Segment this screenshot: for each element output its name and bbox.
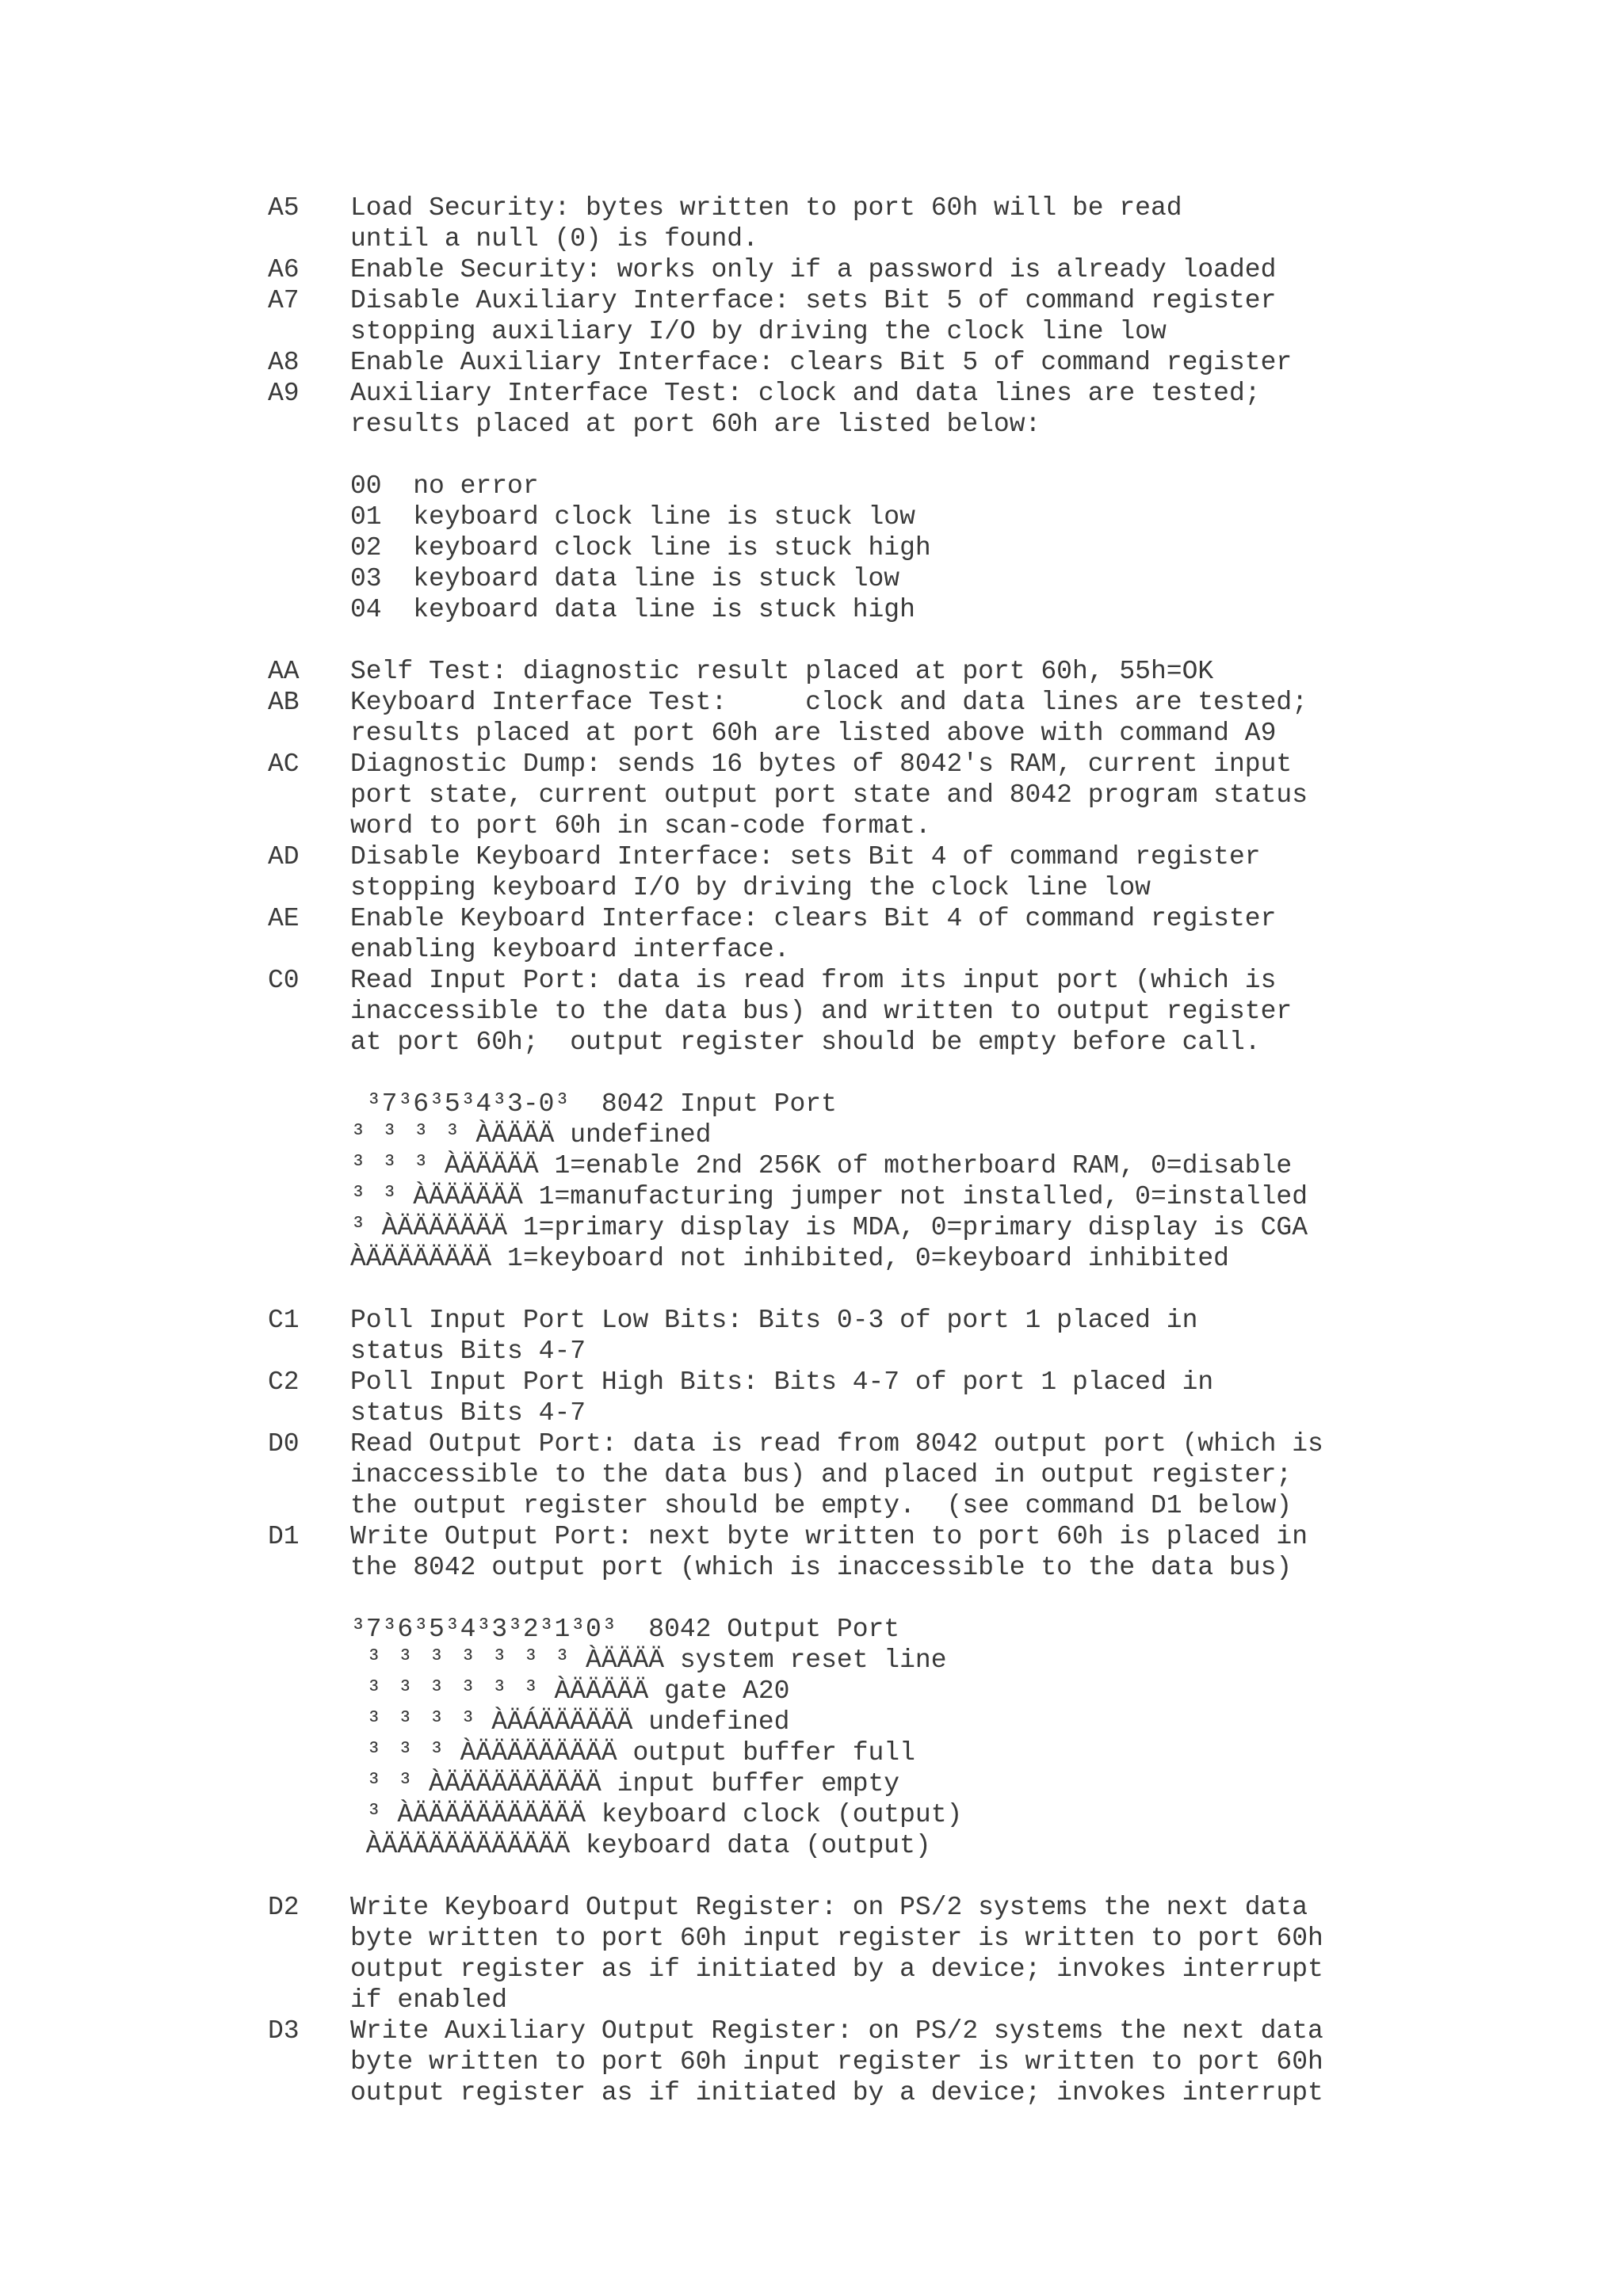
text-line <box>268 996 1323 1027</box>
line-text: if enabled <box>350 1985 508 2015</box>
command-code: AC <box>268 749 300 779</box>
text-line <box>268 934 1323 965</box>
text-line <box>268 1707 1323 1737</box>
line-text: Disable Auxiliary Interface: sets Bit 5 of command register <box>350 286 1277 315</box>
line-text: 02 keyboard clock line is stuck high <box>350 533 931 563</box>
command-code: A9 <box>268 379 300 408</box>
line-text: ³ ³ ³ ³ ÀÄÁÄÄÄÄÄÄ undefined <box>350 1707 790 1737</box>
line-text: status Bits 4-7 <box>350 1398 586 1428</box>
line-text: byte written to port 60h input register is written to port 60h <box>350 1924 1323 1953</box>
text-line <box>268 1737 1323 1768</box>
line-text: Diagnostic Dump: sends 16 bytes of 8042's RAM, current input <box>350 749 1293 779</box>
text-line <box>268 285 1323 316</box>
line-text: Enable Security: works only if a password is already loaded <box>350 255 1277 284</box>
text-line <box>268 687 1323 718</box>
line-text: Disable Keyboard Interface: sets Bit 4 of command register <box>350 842 1261 871</box>
line-text: ³7³6³5³4³3-0³ 8042 Input Port <box>350 1089 837 1119</box>
line-text: ³ ³ ³ ³ ³ ³ ³ ÀÄÄÄÄ system reset line <box>350 1646 947 1675</box>
line-text: inaccessible to the data bus) and placed in output register; <box>350 1460 1293 1489</box>
line-text: inaccessible to the data bus) and written to output register <box>350 997 1293 1026</box>
line-text: output register as if initiated by a device; invokes interrupt <box>350 2078 1323 2107</box>
text-line <box>268 1459 1323 1490</box>
text-line <box>268 1490 1323 1521</box>
line-text: at port 60h; output register should be empty before call. <box>350 1028 1261 1057</box>
line-text: results placed at port 60h are listed above with command A9 <box>350 719 1277 748</box>
line-text: Enable Auxiliary Interface: clears Bit 5 of command register <box>350 348 1293 377</box>
line-text: ³ ³ ³ ÀÄÄÄÄÄ 1=enable 2nd 256K of motherboard RAM, 0=disable <box>350 1151 1293 1180</box>
line-text: port state, current output port state and 8042 program status <box>350 780 1308 810</box>
command-code: AB <box>268 688 300 717</box>
command-code: D3 <box>268 2016 300 2046</box>
text-line <box>268 1645 1323 1676</box>
line-text: ÀÄÄÄÄÄÄÄÄ 1=keyboard not inhibited, 0=keyboard inhibited <box>350 1244 1229 1273</box>
line-text: ÀÄÄÄÄÄÄÄÄÄÄÄÄ keyboard data (output) <box>350 1831 931 1860</box>
line-text: Read Output Port: data is read from 8042 output port (which is <box>350 1429 1323 1459</box>
line-text: results placed at port 60h are listed below: <box>350 410 1041 439</box>
text-line <box>268 502 1323 532</box>
command-code: A5 <box>268 193 300 223</box>
line-text: Self Test: diagnostic result placed at port 60h, 55h=OK <box>350 657 1214 686</box>
line-text: stopping keyboard I/O by driving the clock line low <box>350 873 1151 902</box>
command-code: C2 <box>268 1367 300 1397</box>
line-text: ³ ÀÄÄÄÄÄÄÄ 1=primary display is MDA, 0=primary display is CGA <box>350 1213 1308 1242</box>
line-text: ³7³6³5³4³3³2³1³0³ 8042 Output Port <box>350 1615 900 1644</box>
command-code: AE <box>268 904 300 933</box>
text-line <box>268 1768 1323 1799</box>
text-line <box>268 1799 1323 1830</box>
document-body <box>268 193 1323 2108</box>
line-text: ³ ÀÄÄÄÄÄÄÄÄÄÄÄ keyboard clock (output) <box>350 1800 963 1829</box>
text-line <box>268 1521 1323 1552</box>
text-line <box>268 440 1323 471</box>
text-line <box>268 1398 1323 1428</box>
text-line <box>268 1181 1323 1212</box>
text-line <box>268 563 1323 594</box>
text-line <box>268 347 1323 378</box>
text-line <box>268 1428 1323 1459</box>
text-line <box>268 2046 1323 2077</box>
text-line <box>268 965 1323 996</box>
text-line <box>268 594 1323 625</box>
text-line <box>268 1305 1323 1336</box>
line-text: enabling keyboard interface. <box>350 935 790 964</box>
line-text: Write Output Port: next byte written to port 60h is placed in <box>350 1522 1308 1551</box>
line-text: Poll Input Port Low Bits: Bits 0-3 of port 1 placed in <box>350 1306 1198 1335</box>
text-line <box>268 532 1323 563</box>
command-code: AA <box>268 657 300 686</box>
line-text: the output register should be empty. (see command D1 below) <box>350 1491 1293 1520</box>
command-code: A7 <box>268 286 300 315</box>
line-text: Poll Input Port High Bits: Bits 4-7 of port 1 placed in <box>350 1367 1214 1397</box>
line-text: Load Security: bytes written to port 60h will be read <box>350 193 1182 223</box>
text-line <box>268 2077 1323 2108</box>
text-line <box>268 254 1323 285</box>
text-line <box>268 193 1323 223</box>
text-line <box>268 749 1323 780</box>
line-text: ³ ³ ³ ³ ³ ³ ÀÄÄÄÄÄ gate A20 <box>350 1676 790 1706</box>
text-line <box>268 1676 1323 1707</box>
command-code: C0 <box>268 966 300 995</box>
line-text: output register as if initiated by a device; invokes interrupt <box>350 1955 1323 1984</box>
text-line <box>268 810 1323 841</box>
text-line <box>268 1985 1323 2016</box>
line-text: byte written to port 60h input register is written to port 60h <box>350 2047 1323 2077</box>
text-line <box>268 471 1323 502</box>
line-text: 00 no error <box>350 471 539 501</box>
line-text: stopping auxiliary I/O by driving the clock line low <box>350 317 1167 346</box>
line-text: status Bits 4-7 <box>350 1337 586 1366</box>
text-line <box>268 2016 1323 2046</box>
line-text: Write Keyboard Output Register: on PS/2 systems the next data <box>350 1893 1308 1922</box>
command-code: D1 <box>268 1522 300 1551</box>
line-text: ³ ³ ÀÄÄÄÄÄÄ 1=manufacturing jumper not installed, 0=installed <box>350 1182 1308 1211</box>
text-line <box>268 780 1323 810</box>
text-line <box>268 1212 1323 1243</box>
text-line <box>268 378 1323 409</box>
command-code: AD <box>268 842 300 871</box>
line-text: ³ ³ ³ ³ ÀÄÄÄÄ undefined <box>350 1120 712 1150</box>
text-line <box>268 1274 1323 1305</box>
text-line <box>268 316 1323 347</box>
text-line <box>268 1150 1323 1181</box>
line-text: 01 keyboard clock line is stuck low <box>350 502 915 532</box>
text-line <box>268 1923 1323 1954</box>
command-code: A6 <box>268 255 300 284</box>
text-line <box>268 409 1323 440</box>
command-code: C1 <box>268 1306 300 1335</box>
text-line <box>268 718 1323 749</box>
line-text: Keyboard Interface Test: clock and data lines are tested; <box>350 688 1308 717</box>
text-line <box>268 1027 1323 1058</box>
line-text: ³ ³ ³ ÀÄÄÄÄÄÄÄÄÄ output buffer full <box>350 1738 915 1768</box>
text-line <box>268 625 1323 656</box>
line-text: 04 keyboard data line is stuck high <box>350 595 915 624</box>
line-text: Auxiliary Interface Test: clock and data lines are tested; <box>350 379 1261 408</box>
line-text: ³ ³ ÀÄÄÄÄÄÄÄÄÄÄ input buffer empty <box>350 1769 900 1798</box>
command-code: A8 <box>268 348 300 377</box>
text-line <box>268 1861 1323 1892</box>
text-line <box>268 872 1323 903</box>
text-line <box>268 1614 1323 1645</box>
text-line <box>268 1243 1323 1274</box>
text-line <box>268 1954 1323 1985</box>
command-code: D2 <box>268 1893 300 1922</box>
text-line <box>268 1552 1323 1583</box>
line-text: until a null (0) is found. <box>350 224 758 254</box>
line-text: the 8042 output port (which is inaccessible to the data bus) <box>350 1553 1293 1582</box>
text-line <box>268 903 1323 934</box>
text-line <box>268 1336 1323 1367</box>
text-line <box>268 1058 1323 1089</box>
text-line <box>268 1892 1323 1923</box>
text-line <box>268 1119 1323 1150</box>
text-line <box>268 1367 1323 1398</box>
text-line <box>268 1089 1323 1119</box>
line-text: Read Input Port: data is read from its input port (which is <box>350 966 1277 995</box>
command-code: D0 <box>268 1429 300 1459</box>
line-text: Write Auxiliary Output Register: on PS/2 systems the next data <box>350 2016 1323 2046</box>
text-line <box>268 1583 1323 1614</box>
text-line <box>268 223 1323 254</box>
line-text: word to port 60h in scan-code format. <box>350 811 931 841</box>
line-text: Enable Keyboard Interface: clears Bit 4 of command register <box>350 904 1277 933</box>
text-line <box>268 841 1323 872</box>
text-line <box>268 656 1323 687</box>
line-text: 03 keyboard data line is stuck low <box>350 564 900 593</box>
text-line <box>268 1830 1323 1861</box>
